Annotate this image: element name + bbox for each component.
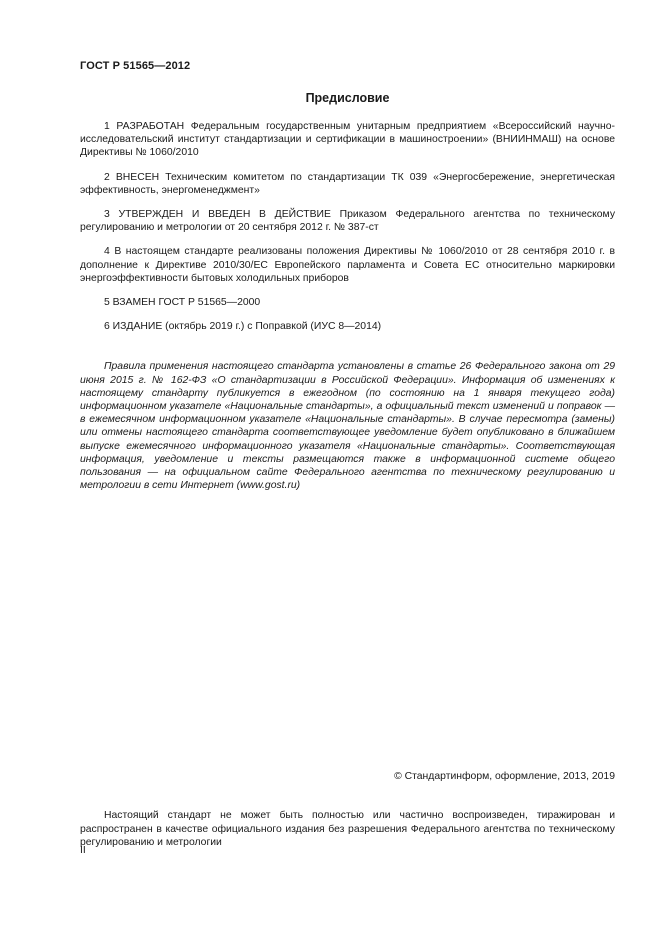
page-title: Предисловие bbox=[305, 91, 390, 105]
preface-item bbox=[80, 296, 615, 309]
item-number: 6 bbox=[104, 321, 110, 333]
standard-code-header: ГОСТ Р 51565—2012 bbox=[80, 60, 191, 72]
item-text: ГОСТ Р 51565—2000 bbox=[155, 297, 261, 309]
item-number: 4 bbox=[104, 246, 110, 258]
item-text: В настоящем стандарте реализованы положения Директивы № 1060/2010 от 28 сентября 2010 г. в дополнение к Директиве 2010/30/ЕС Европейского парламента и Совета ЕС относительно маркировки энергоэффективности бытовых холодильных приборов bbox=[80, 246, 615, 284]
item-number: 3 bbox=[104, 209, 110, 221]
item-keyword: ВЗАМЕН bbox=[112, 297, 156, 309]
copyright-line: © Стандартинформ, оформление, 2013, 2019 bbox=[394, 771, 615, 782]
item-number: 2 bbox=[104, 171, 110, 183]
usage-rules-notice: Правила применения настоящего стандарта установлены в статье 26 Федерального закона от 29 июня 2015 г. № 162-ФЗ «О стандартизации в Российской Федерации». Информация об изменениях к настоящему стандарту публикуется в ежегодном (по состоянию на 1 января текущего года) информационном указателе «Национальные стандарты», а официальный текст изменений и поправок — в ежемесячном информационном указателе «Национальные стандарты». В случае пересмотра (замены) или отмены настоящего стандарта соответствующее уведомление будет опубликовано в ближайшем выпуске ежемесячного информационного указателя «Национальные стандарты». Соответствующая информация, уведомление и тексты размещаются также в информационной системе общего пользования — на официальном сайте Федерального агентства по техническому регулированию и метрологии в сети Интернет (www.gost.ru) bbox=[80, 361, 615, 492]
item-keyword: ВНЕСЕН bbox=[115, 171, 160, 183]
item-keyword: УТВЕРЖДЕН И ВВЕДЕН В ДЕЙСТВИЕ bbox=[118, 209, 331, 221]
item-keyword: ИЗДАНИЕ bbox=[112, 321, 163, 333]
item-text: Приказом Федерального агентства по техническому регулированию и метрологии от 20 сентября 2012 г. № 387-ст bbox=[80, 209, 616, 234]
preface-item bbox=[80, 320, 615, 333]
item-number: 1 bbox=[104, 121, 110, 132]
preface-item bbox=[80, 208, 615, 234]
preface-item bbox=[80, 171, 615, 197]
reproduction-notice: Настоящий стандарт не может быть полностью или частично воспроизведен, тиражирован и распространен в качестве официального издания без разрешения Федерального агентства по техническому регулированию и метрологии bbox=[80, 810, 615, 848]
item-text: Федеральным государственным унитарным предприятием «Всероссийский научно-исследовательский институт стандартизации и сертификации в машиностроении» (ВНИИНМАШ) на основе Директивы № 1060/2010 bbox=[80, 121, 616, 159]
item-text: Техническим комитетом по стандартизации ТК 039 «Энергосбережение, энергетическая эффективность, энергоменеджмент» bbox=[80, 171, 616, 196]
item-text: (октябрь 2019 г.) с Поправкой (ИУС 8—2014) bbox=[162, 321, 382, 333]
item-number: 5 bbox=[104, 297, 110, 309]
page-number: II bbox=[80, 845, 86, 856]
item-keyword: РАЗРАБОТАН bbox=[116, 121, 185, 132]
preface-item bbox=[80, 245, 615, 285]
preface-items bbox=[80, 120, 615, 344]
preface-item bbox=[80, 120, 615, 160]
